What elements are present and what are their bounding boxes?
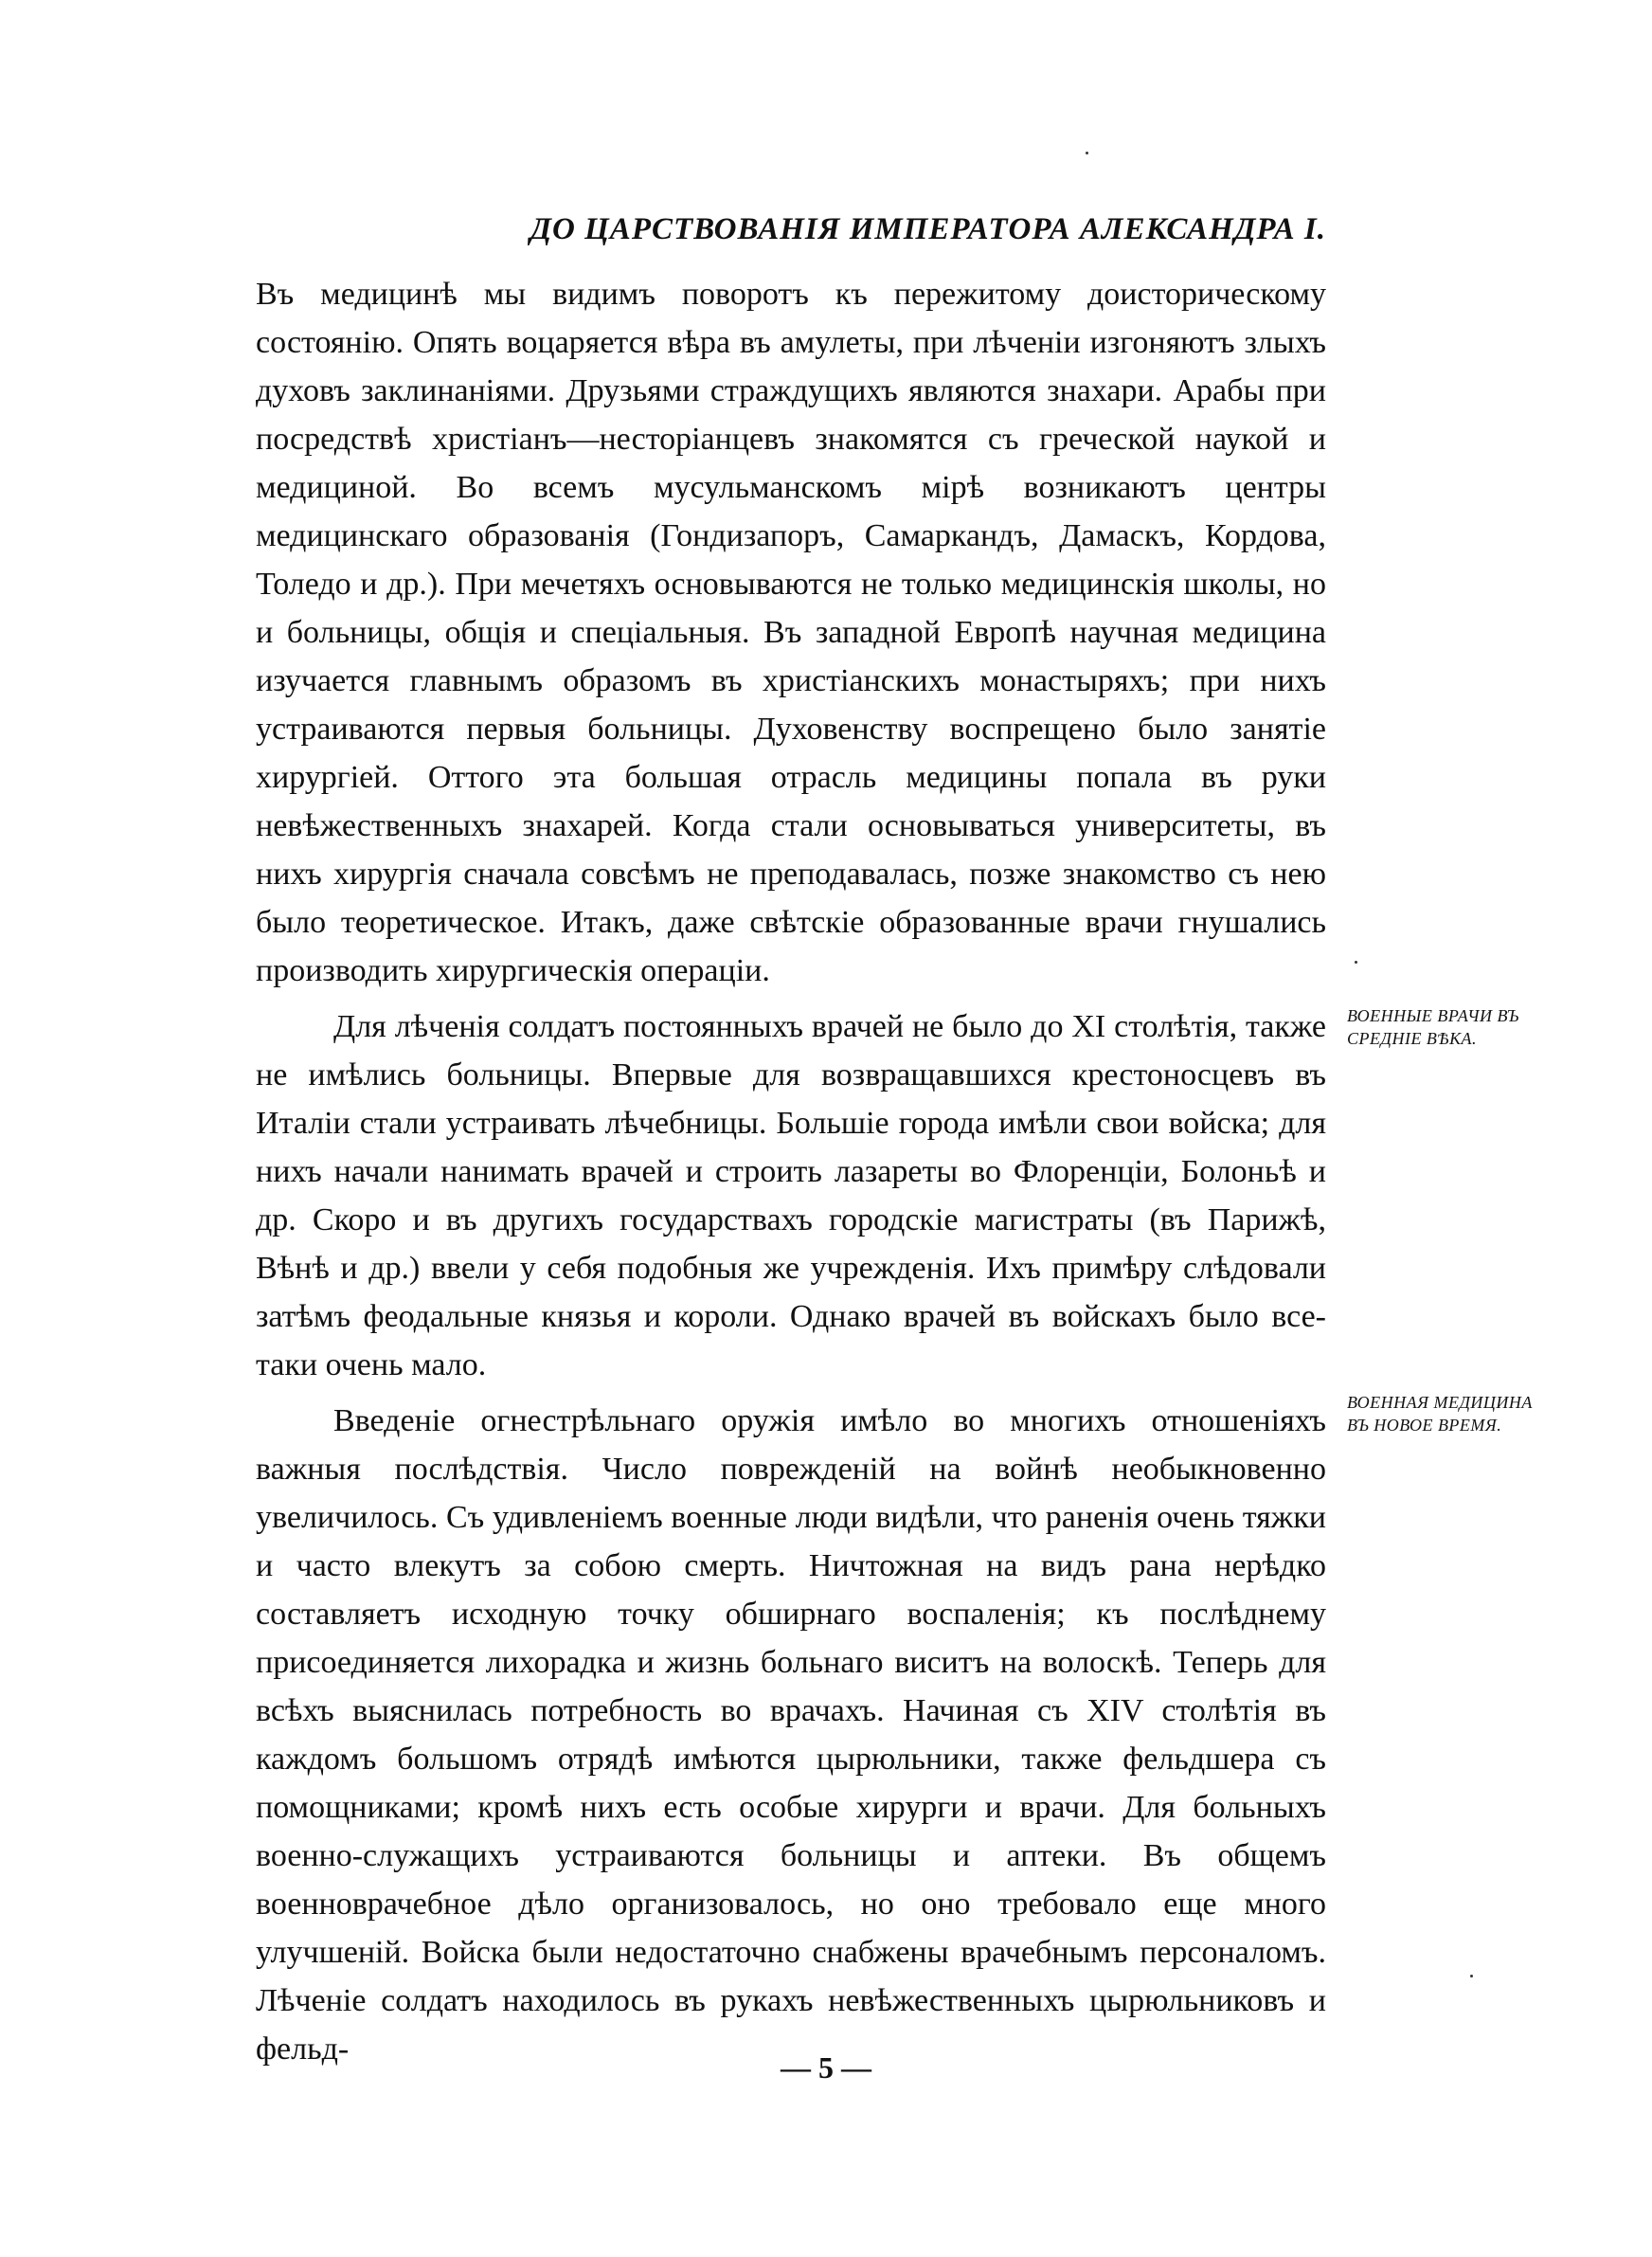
margin-note-line: ВОЕННАЯ МЕДИЦИНА <box>1347 1393 1533 1412</box>
print-speck <box>1470 1975 1473 1977</box>
paragraph-3: Введеніе огнестрѣльнаго оружія имѣло во многихъ отношеніяхъ важныя послѣдствія. Число поврежденій на войнѣ необыкновенно увеличилось. Съ удивленіемъ военные люди видѣли, что раненія очень тяжки и часто влекутъ за собою смерть. Ничтожная на видъ рана нерѣдко составляетъ исходную точку обширнаго воспаленія; къ послѣднему присоединяется лихорадка и жизнь больнаго виситъ на волоскѣ. Теперь для всѣхъ выяснилась потребность во врачахъ. Начиная съ XIV столѣтія въ каждомъ большомъ отрядѣ имѣются цырюльники, также фельдшера съ помощниками; кромѣ нихъ есть особые хирурги и врачи. Для больныхъ военно-служащихъ устраиваются больницы и аптеки. Въ общемъ военноврачебное дѣло организовалось, но оно требовало еще много улучшеній. Войска были недостаточно снабжены врачебнымъ персоналомъ. Лѣченіе солдатъ находилось въ рукахъ невѣжественныхъ цырюльниковъ и фельд- <box>256 1403 1326 2067</box>
margin-note-medieval-doctors <box>1347 1004 1574 1050</box>
margin-note-modern-medicine <box>1347 1391 1574 1436</box>
margin-note-line: ВЪ НОВОЕ ВРЕМЯ. <box>1347 1416 1502 1435</box>
running-title: ДО ЦАРСТВОВАНІЯ ИМПЕРАТОРА АЛЕКСАНДРА I. <box>530 212 1326 246</box>
print-speck <box>1086 152 1088 154</box>
page-number: — 5 — <box>781 2050 871 2085</box>
margin-note-line: ВОЕННЫЕ ВРАЧИ ВЪ <box>1347 1006 1519 1025</box>
body-text <box>256 270 1326 2073</box>
print-speck <box>1355 961 1357 964</box>
margin-note-line: СРЕДНІЕ ВѢКА. <box>1347 1029 1478 1048</box>
paragraph-2: Для лѣченія солдатъ постоянныхъ врачей не было до XI столѣтія, также не имѣлись больницы. Впервые для возвращавшихся крестоносцевъ въ Италіи стали устраивать лѣчебницы. Большіе города имѣли свои войска; для нихъ начали нанимать врачей и строить лазареты во Флоренціи, Болоньѣ и др. Скоро и въ другихъ государствахъ городскіе магистраты (въ Парижѣ, Вѣнѣ и др.) ввели у себя подобныя же учрежденія. Ихъ примѣру слѣдовали затѣмъ феодальные князья и короли. Однако врачей въ войскахъ было все-таки очень мало. <box>256 1009 1326 1382</box>
paragraph-1: Въ медицинѣ мы видимъ поворотъ къ пережитому доисторическому состоянію. Опять воцаряется вѣра въ амулеты, при лѣченіи изгоняютъ злыхъ духовъ заклинаніями. Друзьями страждущихъ являются знахари. Арабы при посредствѣ христіанъ—несторіанцевъ знакомятся съ греческой наукой и медициной. Во всемъ мусульманскомъ мірѣ возникаютъ центры медицинскаго образованія (Гондизапоръ, Самаркандъ, Дамаскъ, Кордова, Толедо и др.). При мечетяхъ основываются не только медицинскія школы, но и больницы, общія и спеціальныя. Въ западной Европѣ научная медицина изучается главнымъ образомъ въ христіанскихъ монастыряхъ; при нихъ устраиваются первыя больницы. Духовенству воспрещено было занятіе хирургіей. Оттого эта большая отрасль медицины попала въ руки невѣжественныхъ знахарей. Когда стали основываться университеты, въ нихъ хирургія сначала совсѣмъ не преподавалась, позже знакомство съ нею было теоретическое. Итакъ, даже свѣтскіе образованные врачи гнушались производить хирургическія операціи. <box>256 277 1326 988</box>
